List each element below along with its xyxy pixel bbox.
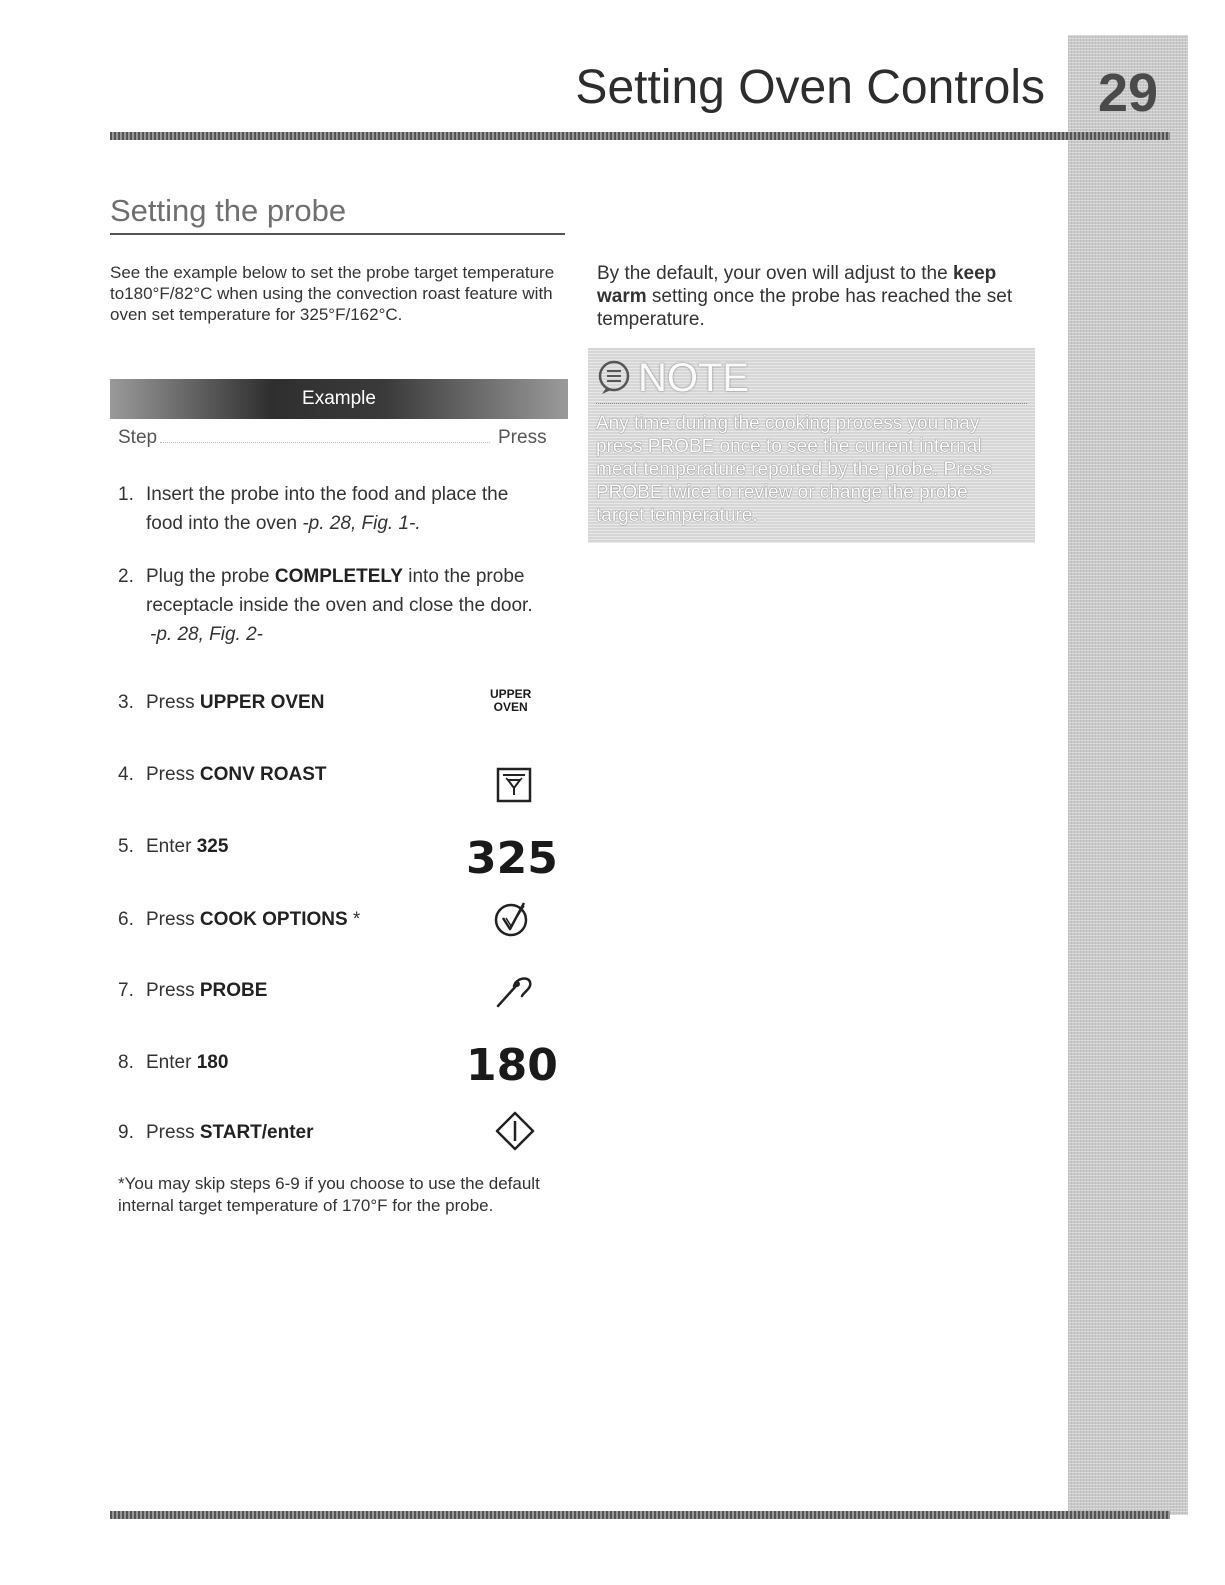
step-keyword: 180: [196, 1052, 229, 1073]
step-keyword: CONV ROAST: [199, 764, 327, 785]
step-1: [118, 480, 558, 538]
example-bar: Example: [110, 379, 568, 419]
note-box: [588, 348, 1035, 543]
header-rule: [110, 132, 1170, 140]
step-text: Enter: [146, 1052, 197, 1073]
keyword-keep: keep: [952, 263, 997, 284]
column-header-press: Press: [498, 427, 547, 448]
note-icon: [596, 360, 632, 401]
conv-roast-icon: [496, 767, 532, 808]
page-title: Setting Oven Controls: [575, 61, 1045, 114]
step-number: 7.: [118, 980, 134, 1001]
step-text-line2: [118, 509, 558, 538]
step-keyword: COOK OPTIONS: [199, 909, 348, 930]
step-number: 9.: [118, 1122, 134, 1143]
figure-reference: -p. 28, Fig. 1-.: [302, 513, 421, 534]
step-text-line2: receptacle inside the oven and close the door.: [146, 595, 533, 616]
display-digits-325: 325: [466, 833, 558, 884]
step-4: [118, 760, 558, 789]
step-number: 2.: [118, 566, 134, 587]
step-text-post: *: [347, 909, 361, 930]
step-keyword: UPPER OVEN: [199, 692, 325, 713]
step-text: Enter: [146, 836, 197, 857]
step-keyword: 325: [196, 836, 229, 857]
column-header-leader: [160, 442, 490, 443]
upper-oven-key-line1: UPPER: [490, 687, 532, 701]
upper-oven-key: [490, 688, 531, 714]
step-number: 5.: [118, 836, 134, 857]
keep-warm-paragraph: [597, 262, 1037, 331]
keyword-warm: warm: [597, 286, 647, 307]
figure-reference: -p. 28, Fig. 2-: [150, 624, 263, 645]
step-text: Plug the probe: [146, 566, 275, 587]
step-2: [118, 562, 558, 649]
paragraph-text: By the default, your oven will adjust to the: [597, 263, 953, 284]
note-divider: [596, 403, 1027, 404]
probe-icon: [494, 970, 538, 1015]
step-text: Press: [146, 692, 200, 713]
paragraph-text-post: setting once the probe has reached the set temperature.: [597, 286, 1013, 330]
step-text-post: into the probe: [402, 566, 525, 587]
start-enter-icon: [494, 1110, 536, 1157]
footnote: *You may skip steps 6-9 if you choose to use the default internal target temperature of 170°F for the probe.: [118, 1174, 540, 1215]
column-header-step: Step: [118, 427, 158, 448]
step-keyword: COMPLETELY: [274, 566, 403, 587]
upper-oven-key-line2: OVEN: [493, 700, 528, 714]
step-text-cont: food into the oven: [146, 513, 298, 534]
step-text: Press: [146, 980, 200, 1001]
step-9: [118, 1118, 558, 1147]
step-number: 4.: [118, 764, 134, 785]
page-number: 29: [1097, 63, 1159, 123]
step-text: Press: [146, 764, 200, 785]
page-side-tab: [1068, 35, 1188, 1515]
step-text: Press: [146, 1122, 200, 1143]
footer-rule: [110, 1511, 1170, 1519]
step-keyword: START/enter: [199, 1122, 314, 1143]
cook-options-icon: [490, 897, 532, 944]
step-number: 8.: [118, 1052, 134, 1073]
intro-text: See the example below to set the probe target temperature to180°F/82°C when using the convection roast feature with oven set temperature for 325°F/162°C.: [110, 263, 555, 324]
note-body: Any time during the cooking process you may press PROBE once to see the current internal meat temperature reported by the probe. Press PROBE twice to review or change the probe target temperature.: [596, 413, 993, 526]
step-text: Press: [146, 909, 200, 930]
step-number: 3.: [118, 692, 134, 713]
step-number: 6.: [118, 909, 134, 930]
display-digits-180: 180: [466, 1040, 558, 1091]
step-keyword: PROBE: [199, 980, 268, 1001]
step-7: [118, 976, 558, 1005]
step-number: 1.: [118, 484, 134, 505]
section-heading: Setting the probe: [110, 193, 565, 235]
step-text: Insert the probe into the food and place the: [146, 484, 509, 505]
note-title: NOTE: [638, 356, 750, 400]
